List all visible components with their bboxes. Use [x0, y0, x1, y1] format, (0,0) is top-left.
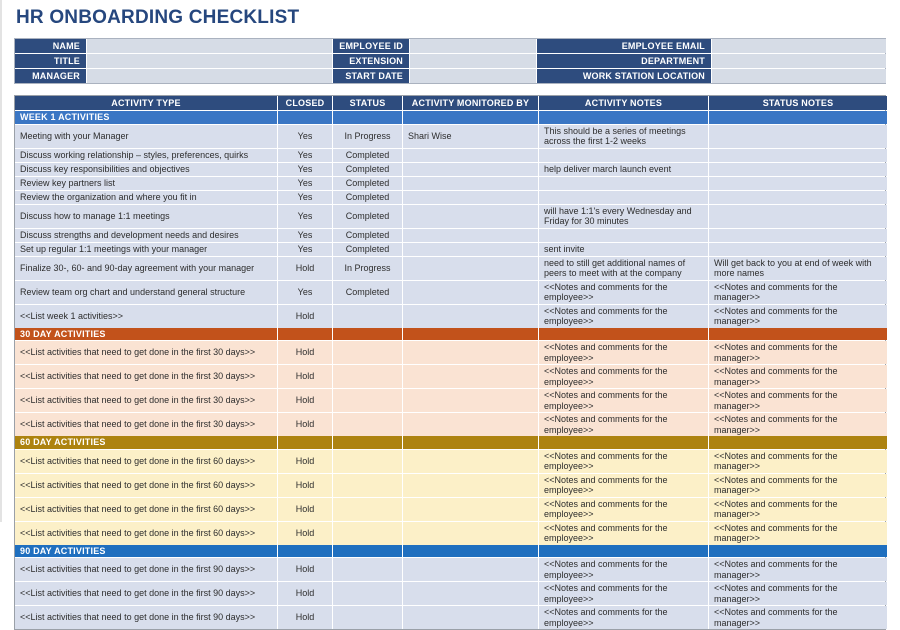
cell-closed[interactable]: Hold — [278, 582, 332, 605]
cell-closed[interactable]: Yes — [278, 205, 332, 228]
onboarding-activity-table — [14, 95, 886, 630]
form-row — [15, 69, 885, 83]
cell-closed[interactable]: Hold — [278, 305, 332, 328]
column-header-status: STATUS — [333, 96, 402, 110]
cell-closed[interactable]: Hold — [278, 558, 332, 581]
cell-status[interactable] — [333, 389, 402, 412]
cell-status[interactable]: Completed — [333, 149, 402, 162]
table-row — [15, 257, 885, 280]
cell-activity[interactable]: <<List activities that need to get done in the first 60 days>> — [15, 522, 277, 545]
cell-status[interactable] — [333, 522, 402, 545]
form-value-title-input[interactable] — [87, 54, 332, 68]
cell-activity-notes[interactable]: <<Notes and comments for the employee>> — [539, 365, 708, 388]
page-title: HR ONBOARDING CHECKLIST — [16, 7, 300, 28]
cell-status-notes[interactable] — [709, 243, 887, 256]
cell-activity[interactable]: <<List activities that need to get done in the first 30 days>> — [15, 341, 277, 364]
table-row — [15, 365, 885, 388]
cell-closed[interactable]: Yes — [278, 281, 332, 304]
column-header-activity-type: ACTIVITY TYPE — [15, 96, 277, 110]
cell-activity[interactable]: Finalize 30-, 60- and 90-day agreement with your manager — [15, 257, 277, 280]
cell-monitored-by[interactable] — [403, 191, 538, 204]
cell-status-notes[interactable]: <<Notes and comments for the manager>> — [709, 341, 887, 364]
cell-status-notes[interactable] — [709, 149, 887, 162]
cell-monitored-by[interactable] — [403, 177, 538, 190]
cell-activity[interactable]: <<List activities that need to get done in the first 60 days>> — [15, 498, 277, 521]
table-row — [15, 522, 885, 545]
cell-activity[interactable]: Review team org chart and understand general structure — [15, 281, 277, 304]
cell-activity[interactable]: <<List activities that need to get done in the first 30 days>> — [15, 389, 277, 412]
cell-status-notes[interactable]: Will get back to you at end of week with more names — [709, 257, 887, 280]
cell-activity[interactable]: <<List activities that need to get done in the first 90 days>> — [15, 606, 277, 629]
form-value-name-input[interactable] — [87, 39, 332, 53]
cell-status-notes[interactable]: <<Notes and comments for the manager>> — [709, 389, 887, 412]
cell-closed[interactable]: Hold — [278, 498, 332, 521]
cell-closed[interactable]: Hold — [278, 413, 332, 436]
column-header-status-notes: STATUS NOTES — [709, 96, 887, 110]
cell-monitored-by[interactable] — [403, 205, 538, 228]
cell-monitored-by[interactable] — [403, 498, 538, 521]
section-header-week1 — [15, 111, 885, 124]
cell-status[interactable]: In Progress — [333, 257, 402, 280]
cell-closed[interactable]: Hold — [278, 522, 332, 545]
cell-activity-notes[interactable]: will have 1:1's every Wednesday and Friday for 30 minutes — [539, 205, 708, 228]
form-value-employee-email-input[interactable] — [712, 39, 886, 53]
form-label-title: TITLE — [15, 54, 86, 68]
cell-status-notes[interactable]: <<Notes and comments for the manager>> — [709, 365, 887, 388]
cell-status-notes[interactable]: <<Notes and comments for the manager>> — [709, 413, 887, 436]
cell-closed[interactable]: Yes — [278, 243, 332, 256]
table-row — [15, 341, 885, 364]
cell-status[interactable]: Completed — [333, 243, 402, 256]
form-row — [15, 39, 885, 53]
cell-activity[interactable]: <<List activities that need to get done in the first 90 days>> — [15, 582, 277, 605]
cell-activity-notes[interactable]: This should be a series of meetings across the first 1-2 weeks — [539, 125, 708, 148]
section-header-spacer-cell — [403, 328, 538, 341]
cell-monitored-by[interactable] — [403, 522, 538, 545]
cell-activity[interactable]: Discuss how to manage 1:1 meetings — [15, 205, 277, 228]
cell-status-notes[interactable] — [709, 191, 887, 204]
cell-activity-notes[interactable]: <<Notes and comments for the employee>> — [539, 389, 708, 412]
table-row — [15, 498, 885, 521]
section-header-spacer-cell — [403, 436, 538, 449]
cell-status[interactable]: Completed — [333, 163, 402, 176]
cell-activity[interactable]: Review key partners list — [15, 177, 277, 190]
table-row — [15, 243, 885, 256]
table-row — [15, 389, 885, 412]
section-title-day60: 60 DAY ACTIVITIES — [15, 436, 277, 449]
form-label-name: NAME — [15, 39, 86, 53]
section-header-spacer-cell — [709, 111, 887, 124]
cell-activity-notes[interactable] — [539, 149, 708, 162]
cell-closed[interactable]: Hold — [278, 474, 332, 497]
table-row — [15, 125, 885, 148]
table-row — [15, 149, 885, 162]
cell-status[interactable] — [333, 558, 402, 581]
cell-monitored-by[interactable] — [403, 229, 538, 242]
cell-activity[interactable]: Discuss working relationship – styles, preferences, quirks — [15, 149, 277, 162]
section-header-day90 — [15, 545, 885, 558]
cell-monitored-by[interactable]: Shari Wise — [403, 125, 538, 148]
table-row — [15, 450, 885, 473]
column-header-closed: CLOSED — [278, 96, 332, 110]
cell-activity[interactable]: Discuss strengths and development needs and desires — [15, 229, 277, 242]
cell-activity-notes[interactable]: <<Notes and comments for the employee>> — [539, 341, 708, 364]
form-value-work-station-location-input[interactable] — [712, 69, 886, 83]
cell-status[interactable]: Completed — [333, 281, 402, 304]
cell-activity-notes[interactable] — [539, 229, 708, 242]
form-label-work-station-location: WORK STATION LOCATION — [537, 69, 711, 83]
section-header-spacer-cell — [278, 111, 332, 124]
cell-status[interactable] — [333, 365, 402, 388]
cell-monitored-by[interactable] — [403, 606, 538, 629]
cell-activity-notes[interactable]: <<Notes and comments for the employee>> — [539, 450, 708, 473]
cell-activity[interactable]: <<List week 1 activities>> — [15, 305, 277, 328]
cell-activity-notes[interactable]: sent invite — [539, 243, 708, 256]
cell-activity-notes[interactable]: <<Notes and comments for the employee>> — [539, 558, 708, 581]
cell-status[interactable] — [333, 450, 402, 473]
cell-status[interactable]: Completed — [333, 229, 402, 242]
cell-closed[interactable]: Hold — [278, 341, 332, 364]
cell-activity-notes[interactable]: <<Notes and comments for the employee>> — [539, 606, 708, 629]
cell-status-notes[interactable]: <<Notes and comments for the manager>> — [709, 498, 887, 521]
table-body — [15, 111, 885, 629]
cell-activity-notes[interactable]: <<Notes and comments for the employee>> — [539, 281, 708, 304]
cell-status-notes[interactable]: <<Notes and comments for the manager>> — [709, 474, 887, 497]
cell-status[interactable]: Completed — [333, 205, 402, 228]
cell-activity-notes[interactable]: <<Notes and comments for the employee>> — [539, 498, 708, 521]
section-header-spacer-cell — [403, 545, 538, 558]
cell-activity-notes[interactable]: <<Notes and comments for the employee>> — [539, 522, 708, 545]
section-header-spacer-cell — [709, 328, 887, 341]
cell-closed[interactable]: Hold — [278, 450, 332, 473]
section-header-spacer-cell — [539, 545, 708, 558]
cell-status[interactable] — [333, 498, 402, 521]
cell-activity[interactable]: <<List activities that need to get done in the first 30 days>> — [15, 413, 277, 436]
table-row — [15, 163, 885, 176]
table-row — [15, 305, 885, 328]
cell-monitored-by[interactable] — [403, 341, 538, 364]
cell-activity-notes[interactable] — [539, 191, 708, 204]
form-value-extension-input[interactable] — [410, 54, 536, 68]
cell-monitored-by[interactable] — [403, 474, 538, 497]
section-header-spacer-cell — [333, 328, 402, 341]
table-row — [15, 606, 885, 629]
form-row — [15, 54, 885, 68]
section-header-spacer-cell — [539, 436, 708, 449]
section-header-spacer-cell — [333, 111, 402, 124]
section-header-spacer-cell — [333, 545, 402, 558]
cell-closed[interactable]: Yes — [278, 191, 332, 204]
cell-activity-notes[interactable]: help deliver march launch event — [539, 163, 708, 176]
section-header-spacer-cell — [278, 436, 332, 449]
cell-activity-notes[interactable]: <<Notes and comments for the employee>> — [539, 582, 708, 605]
cell-closed[interactable]: Yes — [278, 177, 332, 190]
form-label-extension: EXTENSION — [333, 54, 409, 68]
column-header-activity-monitored-by: ACTIVITY MONITORED BY — [403, 96, 538, 110]
cell-closed[interactable]: Yes — [278, 229, 332, 242]
cell-activity[interactable]: <<List activities that need to get done in the first 60 days>> — [15, 450, 277, 473]
spreadsheet-page — [2, 0, 900, 630]
cell-status-notes[interactable] — [709, 163, 887, 176]
cell-status-notes[interactable]: <<Notes and comments for the manager>> — [709, 305, 887, 328]
cell-monitored-by[interactable] — [403, 389, 538, 412]
cell-status-notes[interactable] — [709, 125, 887, 148]
form-value-employee-id-input[interactable] — [410, 39, 536, 53]
section-header-spacer-cell — [278, 545, 332, 558]
cell-activity[interactable]: Set up regular 1:1 meetings with your manager — [15, 243, 277, 256]
cell-status[interactable] — [333, 341, 402, 364]
section-title-day90: 90 DAY ACTIVITIES — [15, 545, 277, 558]
cell-closed[interactable]: Yes — [278, 125, 332, 148]
section-header-spacer-cell — [539, 111, 708, 124]
cell-monitored-by[interactable] — [403, 365, 538, 388]
cell-status[interactable] — [333, 474, 402, 497]
cell-monitored-by[interactable] — [403, 281, 538, 304]
cell-activity-notes[interactable]: <<Notes and comments for the employee>> — [539, 413, 708, 436]
cell-status-notes[interactable] — [709, 205, 887, 228]
section-header-spacer-cell — [278, 328, 332, 341]
cell-closed[interactable]: Yes — [278, 149, 332, 162]
cell-status[interactable] — [333, 413, 402, 436]
cell-status[interactable] — [333, 606, 402, 629]
cell-status-notes[interactable]: <<Notes and comments for the manager>> — [709, 558, 887, 581]
cell-monitored-by[interactable] — [403, 163, 538, 176]
table-row — [15, 281, 885, 304]
form-label-employee-id: EMPLOYEE ID — [333, 39, 409, 53]
section-header-spacer-cell — [403, 111, 538, 124]
cell-status[interactable] — [333, 582, 402, 605]
form-label-department: DEPARTMENT — [537, 54, 711, 68]
cell-status-notes[interactable]: <<Notes and comments for the manager>> — [709, 522, 887, 545]
table-row — [15, 582, 885, 605]
table-row — [15, 474, 885, 497]
cell-monitored-by[interactable] — [403, 305, 538, 328]
cell-closed[interactable]: Hold — [278, 389, 332, 412]
cell-monitored-by[interactable] — [403, 558, 538, 581]
form-value-start-date-input[interactable] — [410, 69, 536, 83]
cell-activity-notes[interactable] — [539, 177, 708, 190]
form-label-manager: MANAGER — [15, 69, 86, 83]
cell-monitored-by[interactable] — [403, 582, 538, 605]
cell-activity[interactable]: <<List activities that need to get done in the first 60 days>> — [15, 474, 277, 497]
section-title-day30: 30 DAY ACTIVITIES — [15, 328, 277, 341]
section-header-spacer-cell — [709, 545, 887, 558]
cell-status[interactable]: Completed — [333, 191, 402, 204]
section-header-spacer-cell — [539, 328, 708, 341]
table-row — [15, 558, 885, 581]
cell-activity-notes[interactable]: need to still get additional names of peers to meet with at the company — [539, 257, 708, 280]
form-value-manager-input[interactable] — [87, 69, 332, 83]
cell-status[interactable] — [333, 305, 402, 328]
cell-activity[interactable]: <<List activities that need to get done in the first 90 days>> — [15, 558, 277, 581]
cell-status[interactable]: In Progress — [333, 125, 402, 148]
cell-activity[interactable]: Review the organization and where you fit in — [15, 191, 277, 204]
cell-activity[interactable]: Discuss key responsibilities and objectives — [15, 163, 277, 176]
cell-monitored-by[interactable] — [403, 413, 538, 436]
column-header-activity-notes: ACTIVITY NOTES — [539, 96, 708, 110]
cell-monitored-by[interactable] — [403, 257, 538, 280]
cell-activity-notes[interactable]: <<Notes and comments for the employee>> — [539, 305, 708, 328]
section-header-spacer-cell — [333, 436, 402, 449]
cell-closed[interactable]: Hold — [278, 606, 332, 629]
cell-closed[interactable]: Hold — [278, 257, 332, 280]
section-rows-day60 — [15, 450, 885, 545]
cell-status-notes[interactable] — [709, 229, 887, 242]
cell-monitored-by[interactable] — [403, 149, 538, 162]
cell-monitored-by[interactable] — [403, 243, 538, 256]
section-rows-day90 — [15, 558, 885, 629]
form-label-start-date: START DATE — [333, 69, 409, 83]
cell-activity-notes[interactable]: <<Notes and comments for the employee>> — [539, 474, 708, 497]
section-header-day30 — [15, 328, 885, 341]
table-row — [15, 413, 885, 436]
table-row — [15, 177, 885, 190]
cell-closed[interactable]: Hold — [278, 365, 332, 388]
table-row — [15, 191, 885, 204]
cell-status-notes[interactable]: <<Notes and comments for the manager>> — [709, 281, 887, 304]
cell-status-notes[interactable]: <<Notes and comments for the manager>> — [709, 582, 887, 605]
cell-status[interactable]: Completed — [333, 177, 402, 190]
cell-activity[interactable]: <<List activities that need to get done in the first 30 days>> — [15, 365, 277, 388]
form-label-employee-email: EMPLOYEE EMAIL — [537, 39, 711, 53]
cell-status-notes[interactable]: <<Notes and comments for the manager>> — [709, 450, 887, 473]
table-header-row — [15, 96, 885, 110]
form-value-department-input[interactable] — [712, 54, 886, 68]
employee-info-form — [14, 38, 886, 84]
section-header-spacer-cell — [709, 436, 887, 449]
section-rows-day30 — [15, 341, 885, 436]
cell-closed[interactable]: Yes — [278, 163, 332, 176]
section-rows-week1 — [15, 125, 885, 328]
table-row — [15, 229, 885, 242]
cell-status-notes[interactable]: <<Notes and comments for the manager>> — [709, 606, 887, 629]
section-title-week1: WEEK 1 ACTIVITIES — [15, 111, 277, 124]
section-header-day60 — [15, 436, 885, 449]
cell-activity[interactable]: Meeting with your Manager — [15, 125, 277, 148]
table-row — [15, 205, 885, 228]
cell-monitored-by[interactable] — [403, 450, 538, 473]
cell-status-notes[interactable] — [709, 177, 887, 190]
